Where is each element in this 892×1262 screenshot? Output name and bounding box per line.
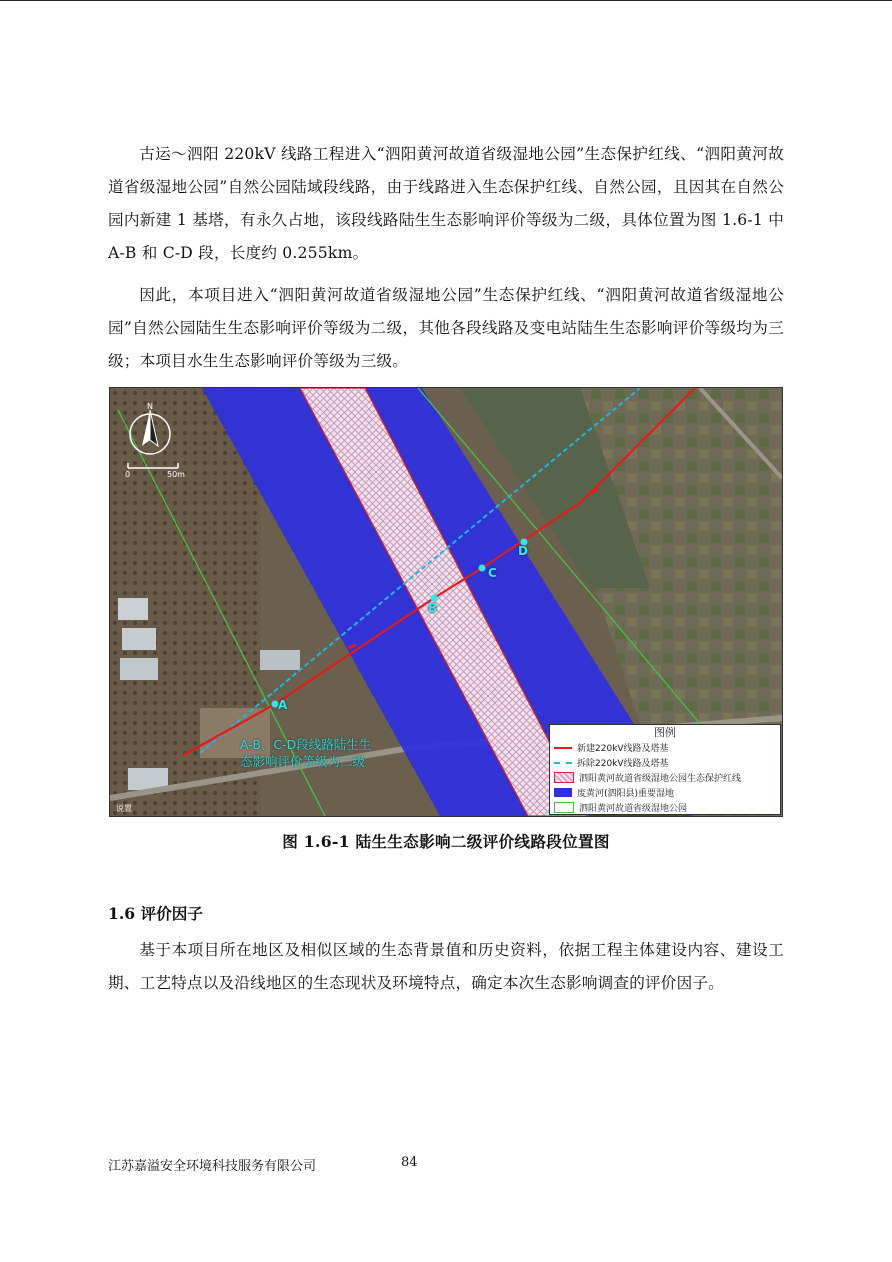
- page-number: 84: [401, 1155, 418, 1170]
- footer-company: 江苏嘉溢安全环境科技服务有限公司: [108, 1159, 317, 1174]
- figure-caption: 图 1.6-1 陆生生态影响二级评价线路段位置图: [282, 832, 610, 851]
- point-c-label: C: [488, 566, 497, 580]
- paragraph-assessment-level: 古运～泗阳 220kV 线路工程进入“泗阳黄河故道省级湿地公园”生态保护红线、“泗阳黄河故道省级湿地公园”自然公园陆域段线路，由于线路进入生态保护红线、自然公园，且因其在自然公园内新建 1 基塔，有永久占地，该段线路陆生生态影响评价等级为二级，具体位置为图 1.6-1 中 A-B 和 C-D 段，长度约 0.255km。: [108, 145, 784, 262]
- building: [120, 658, 158, 680]
- legend-swatch: [554, 747, 572, 749]
- point-a-label: A: [278, 698, 288, 712]
- point-b-label: B: [428, 601, 438, 615]
- legend-swatch: [554, 772, 574, 783]
- scale-end-label: 50m: [167, 470, 185, 479]
- point-c: [479, 565, 486, 572]
- scale-zero-label: 0: [125, 470, 131, 479]
- legend-swatch: [554, 788, 572, 797]
- paragraph-evaluation-factors: 基于本项目所在地区及相似区域的生态背景值和历史资料，依据工程主体建设内容、建设工期、工艺特点以及沿线地区的生态现状及环境特点，确定本次生态影响调查的评价因子。: [108, 941, 784, 992]
- legend-item-removed-line: [550, 755, 780, 770]
- north-label: N: [147, 402, 153, 411]
- legend-label: 拆除220kV线路及塔基: [577, 759, 669, 769]
- legend-swatch: [554, 802, 574, 813]
- legend-label: 废黄河(泗阳县)重要湿地: [577, 789, 675, 799]
- building: [122, 628, 156, 650]
- legend-item-wetland: [550, 785, 780, 800]
- legend-label: 新建220kV线路及塔基: [577, 744, 669, 754]
- map-annotation: [240, 736, 371, 770]
- legend-label: 泗阳黄河故道省级湿地公园: [579, 804, 688, 814]
- legend-swatch: [554, 762, 572, 764]
- point-d-label: D: [518, 544, 528, 558]
- map-legend: [549, 724, 781, 815]
- top-rule: [0, 0, 892, 1]
- annotation-line: A-B、C-D段线路陆生生: [240, 737, 372, 752]
- building: [118, 598, 148, 620]
- legend-label: 泗阳黄河故道省级湿地公园生态保护红线: [579, 774, 742, 784]
- legend-item-park: [550, 800, 780, 815]
- paragraph-conclusion: 因此，本项目进入“泗阳黄河故道省级湿地公园”生态保护红线、“泗阳黄河故道省级湿地公园”自然公园陆生生态影响评价等级为二级，其他各段线路及变电站陆生生态影响评价等级均为三级；本项目水生生态影响评价等级为三级。: [108, 286, 784, 370]
- section-heading: 1.6 评价因子: [108, 904, 203, 923]
- building: [260, 650, 300, 670]
- legend-item-redline: [550, 770, 780, 785]
- map-corner-tag: 说置: [116, 804, 132, 813]
- legend-item-new-line: [550, 740, 780, 755]
- map-figure: [109, 387, 783, 817]
- annotation-line: 态影响评价等级为二级: [240, 754, 366, 769]
- legend-title: 图例: [654, 726, 676, 739]
